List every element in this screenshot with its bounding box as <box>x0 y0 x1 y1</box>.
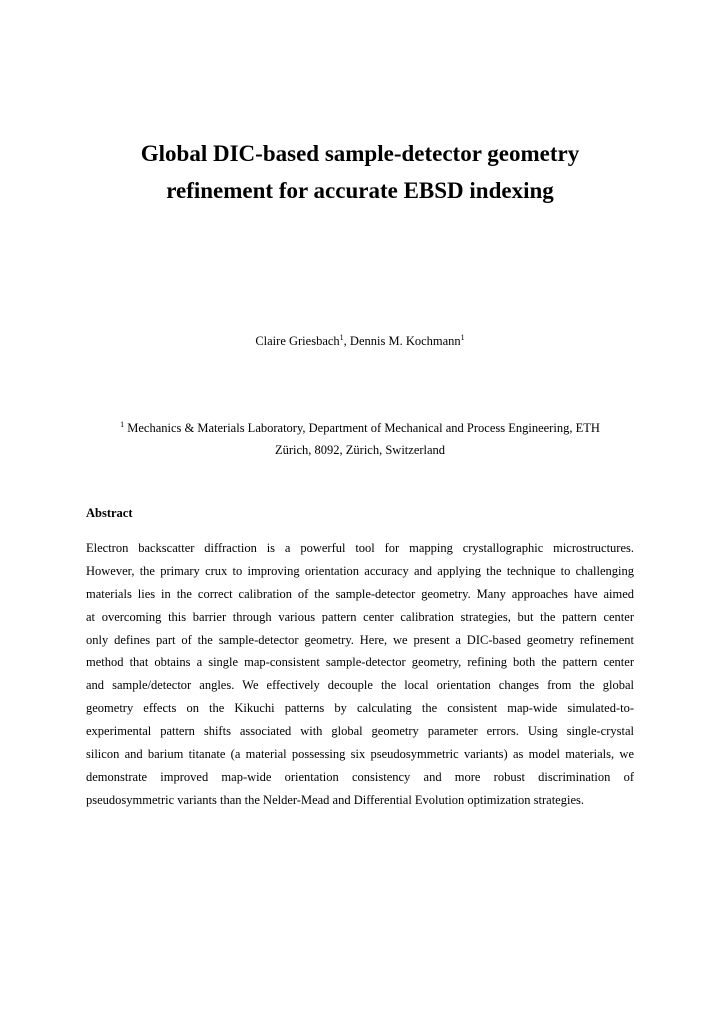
abstract-line: Electron backscatter diffraction is a powerful tool for mapping crystallographic microstructures. <box>86 541 634 555</box>
author-separator: , <box>343 334 350 348</box>
author-name: Claire Griesbach <box>255 334 340 348</box>
abstract-body <box>86 537 634 812</box>
title-line: Global DIC-based sample-detector geometry <box>140 141 580 166</box>
abstract-line: materials lies in the correct calibration of the sample-detector geometry. Many approaches have aimed <box>86 586 634 601</box>
affiliation-text: Mechanics & Materials Laboratory, Department of Mechanical and Process Engineering, ETH <box>124 421 600 435</box>
abstract-line: pseudosymmetric variants than the Nelder-Mead and Differential Evolution optimization strategies. <box>86 792 584 807</box>
author-name: Dennis M. Kochmann <box>349 334 461 348</box>
abstract-line: only defines part of the sample-detector geometry. Here, we present a DIC-based geometry refinement <box>86 632 634 647</box>
author-affiliation-marker: 1 <box>460 332 465 342</box>
abstract-line: demonstrate improved map-wide orientation consistency and more robust discrimination of <box>86 769 634 784</box>
affiliation <box>86 417 634 461</box>
affiliation-line: Zürich, 8092, Zürich, Switzerland <box>274 443 446 457</box>
abstract-line: and sample/detector angles. We effectively decouple the local orientation changes from the global <box>86 678 634 693</box>
affiliation-marker: 1 <box>120 419 125 429</box>
abstract-line: method that obtains a single map-consistent sample-detector geometry, refining both the pattern center <box>86 655 634 670</box>
abstract-line: at overcoming this barrier through various pattern center calibration strategies, but the pattern center <box>86 609 634 624</box>
abstract-line: However, the primary crux to improving orientation accuracy and applying the technique to challenging <box>86 563 634 578</box>
paper-title <box>60 135 660 209</box>
title-line: refinement for accurate EBSD indexing <box>166 178 554 203</box>
abstract-heading: Abstract <box>86 506 133 520</box>
abstract-line: experimental pattern shifts associated with global geometry parameter errors. Using single-crystal <box>86 724 634 739</box>
author-list <box>60 333 660 349</box>
author-affiliation-marker: 1 <box>339 332 344 342</box>
affiliation-line <box>86 417 634 439</box>
abstract-line: silicon and barium titanate (a material possessing six pseudosymmetric variants) as model materials, we <box>86 747 634 762</box>
abstract-line: geometry effects on the Kikuchi patterns by calculating the consistent map-wide simulated-to- <box>86 701 634 716</box>
